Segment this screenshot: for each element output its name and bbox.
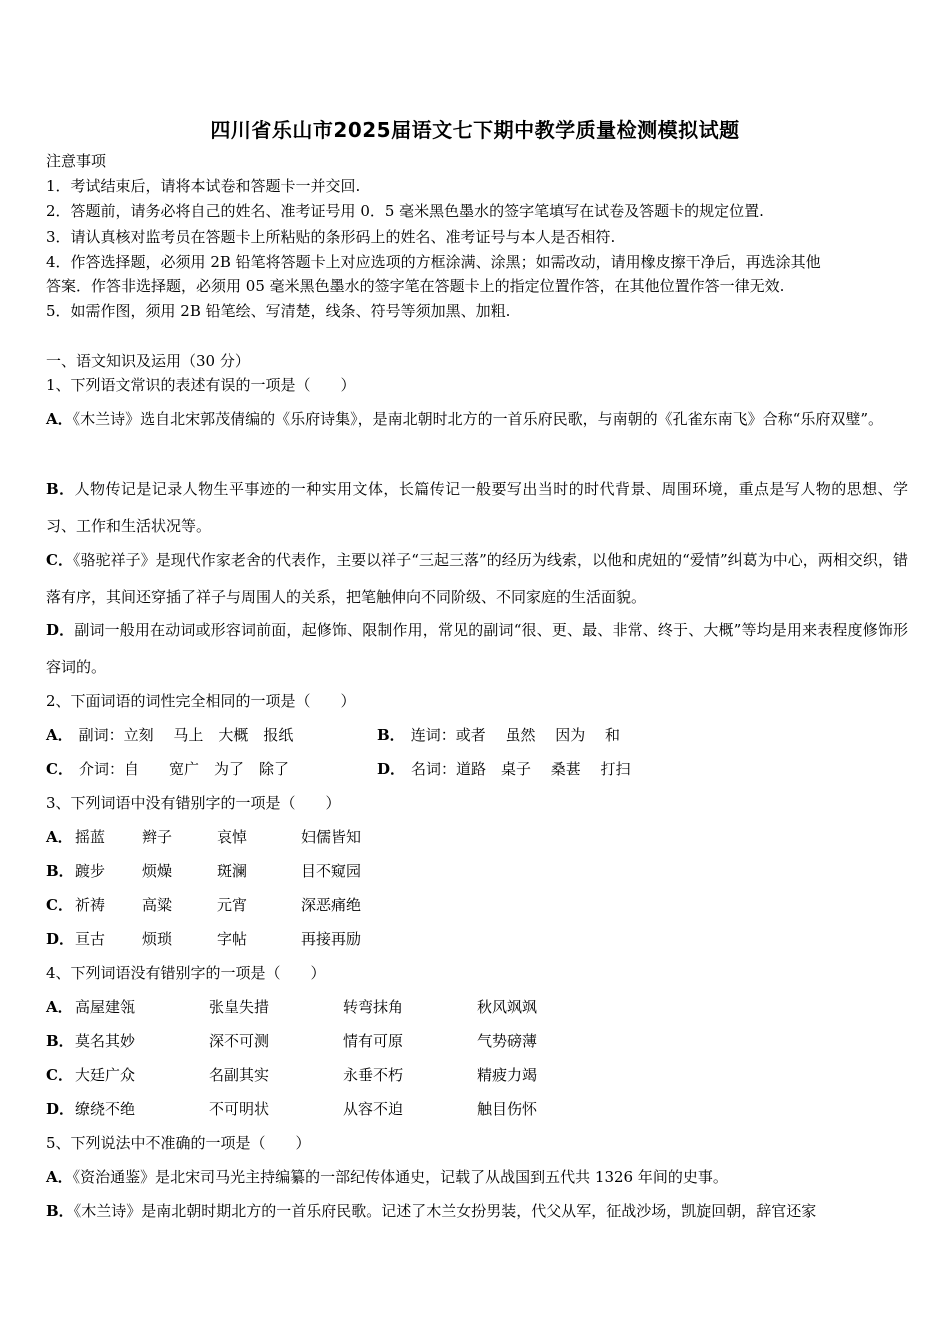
- word: 摇蓝: [75, 828, 106, 846]
- option-text: 人物传记是记录人物生平事迹的一种实用文体，长篇传记一般要写出当时的时代背景、周围环境，重点是写人物的思想、学习、工作和生活状况等。: [46, 480, 908, 535]
- option-text: 《木兰诗》选自北宋郭茂倩编的《乐府诗集》，是南北朝时北方的一首乐府民歌，与南朝的《孔雀东南飞》合称“乐府双璧”。: [72, 410, 883, 428]
- option-label: B．: [46, 1202, 74, 1220]
- option-text: 介词：自 宽广 为了 除了: [78, 760, 289, 778]
- word: 不可明状: [209, 1100, 270, 1118]
- q4-option-label: [46, 1066, 79, 1084]
- q2-option-c: [46, 760, 289, 778]
- word: 情有可原: [343, 1032, 404, 1050]
- word: 秋风飒飒: [477, 998, 538, 1016]
- q1-option-a: [46, 401, 908, 438]
- option-label: C．: [46, 1066, 73, 1084]
- option-text: 副词：立刻 马上 大概 报纸: [78, 726, 294, 744]
- word: 斑澜: [217, 862, 248, 880]
- word: 从容不迫: [343, 1100, 404, 1118]
- word: 亘古: [75, 930, 106, 948]
- notice-item: 1．考试结束后，请将本试卷和答题卡一并交回.: [46, 177, 361, 195]
- option-text: 名词：道路 桌子 桑葚 打扫: [411, 760, 631, 778]
- word: 精疲力竭: [477, 1066, 538, 1084]
- option-label: B．: [46, 862, 74, 880]
- word: 踱步: [75, 862, 106, 880]
- section-heading: 一、语文知识及运用（30 分）: [46, 352, 250, 370]
- notice-item: 3．请认真核对监考员在答题卡上所粘贴的条形码上的姓名、准考证号与本人是否相符.: [46, 228, 616, 246]
- option-text: 连词：或者 虽然 因为 和: [410, 726, 620, 744]
- question-stem: 1、下列语文常识的表述有误的一项是（ ）: [46, 376, 356, 394]
- option-label: A．: [46, 410, 73, 428]
- option-label: B．: [377, 726, 405, 744]
- option-label: A．: [46, 726, 73, 744]
- word: 名副其实: [209, 1066, 270, 1084]
- notice-item: 2．答题前，请务必将自己的姓名、准考证号用 0．5 毫米黑色墨水的签字笔填写在试卷及答题卡的规定位置.: [46, 202, 764, 220]
- q5-option-b: [46, 1202, 908, 1220]
- word: 转弯抹角: [343, 998, 404, 1016]
- question-stem: 4、下列词语没有错别字的一项是（ ）: [46, 964, 326, 982]
- word: 高粱: [142, 896, 173, 914]
- option-label: D．: [377, 760, 406, 778]
- notice-item: 5．如需作图，须用 2B 铅笔绘、写清楚，线条、符号等须加黑、加粗.: [46, 302, 511, 320]
- q2-option-a: [46, 726, 293, 744]
- option-text: 副词一般用在动词或形容词前面，起修饰、限制作用，常见的副词“很、更、最、非常、终于、大概”等均是用来表程度修饰形容词的。: [46, 621, 908, 676]
- notice-item: 答案．作答非选择题，必须用 05 毫米黑色墨水的签字笔在答题卡上的指定位置作答，在其他位置作答一律无效.: [46, 277, 785, 295]
- option-label: A．: [46, 998, 73, 1016]
- option-label: D．: [46, 621, 75, 639]
- option-text: 《木兰诗》是南北朝时期北方的一首乐府民歌。记述了木兰女扮男装，代父从军，征战沙场，凯旋回朝，辞官还家: [73, 1202, 817, 1220]
- word: 妇儒皆知: [301, 828, 362, 846]
- word: 缭绕不绝: [75, 1100, 136, 1118]
- word: 烦琐: [142, 930, 173, 948]
- q1-option-c: [46, 542, 908, 616]
- word: 烦燥: [142, 862, 173, 880]
- option-label: C．: [46, 760, 73, 778]
- word: 再接再励: [301, 930, 362, 948]
- word: 哀悼: [217, 828, 248, 846]
- question-stem: 3、下列词语中没有错别字的一项是（ ）: [46, 794, 341, 812]
- word: 深恶痛绝: [301, 896, 362, 914]
- word: 字帖: [217, 930, 248, 948]
- page-title: 四川省乐山市2025届语文七下期中教学质量检测模拟试题: [210, 118, 740, 142]
- notice-item: 4．作答选择题，必须用 2B 铅笔将答题卡上对应选项的方框涂满、涂黑；如需改动，请用橡皮擦干净后，再选涂其他: [46, 253, 821, 271]
- q2-option-d: [377, 760, 631, 778]
- q5-option-a: [46, 1168, 728, 1186]
- option-label: A．: [46, 828, 73, 846]
- word: 元宵: [217, 896, 248, 914]
- word: 莫名其妙: [75, 1032, 136, 1050]
- word: 祈祷: [75, 896, 106, 914]
- word: 触目伤怀: [477, 1100, 538, 1118]
- q3-option-label: [46, 896, 79, 914]
- q4-option-label: [46, 998, 79, 1016]
- word: 目不窥园: [301, 862, 362, 880]
- notice-heading: 注意事项: [46, 152, 107, 170]
- question-stem: 5、下列说法中不准确的一项是（ ）: [46, 1134, 311, 1152]
- option-label: B．: [46, 1032, 74, 1050]
- option-label: A．: [46, 1168, 73, 1186]
- q1-option-d: [46, 612, 908, 686]
- word: 张皇失措: [209, 998, 270, 1016]
- option-text: 《资治通鉴》是北宋司马光主持编纂的一部纪传体通史，记载了从战国到五代共 1326 年间的史事。: [72, 1168, 728, 1186]
- option-label: D．: [46, 930, 75, 948]
- word: 大廷广众: [75, 1066, 136, 1084]
- option-label: C．: [46, 551, 74, 569]
- option-text: 《骆驼祥子》是现代作家老舍的代表作，主要以祥子“三起三落”的经历为线索，以他和虎妞的“爱情”纠葛为中心，两相交织，错落有序，其间还穿插了祥子与周围人的关系，把笔触伸向不同阶级、不同家庭的生活面貌。: [46, 551, 908, 606]
- question-stem: 2、下面词语的词性完全相同的一项是（ ）: [46, 692, 356, 710]
- word: 气势磅薄: [477, 1032, 538, 1050]
- q1-option-b: [46, 471, 908, 545]
- q3-option-label: [46, 828, 79, 846]
- word: 高屋建瓴: [75, 998, 136, 1016]
- q2-option-b: [377, 726, 620, 744]
- word: 永垂不朽: [343, 1066, 404, 1084]
- word: 辫子: [142, 828, 173, 846]
- option-label: D．: [46, 1100, 75, 1118]
- option-label: C．: [46, 896, 73, 914]
- word: 深不可测: [209, 1032, 270, 1050]
- option-label: B．: [46, 480, 75, 498]
